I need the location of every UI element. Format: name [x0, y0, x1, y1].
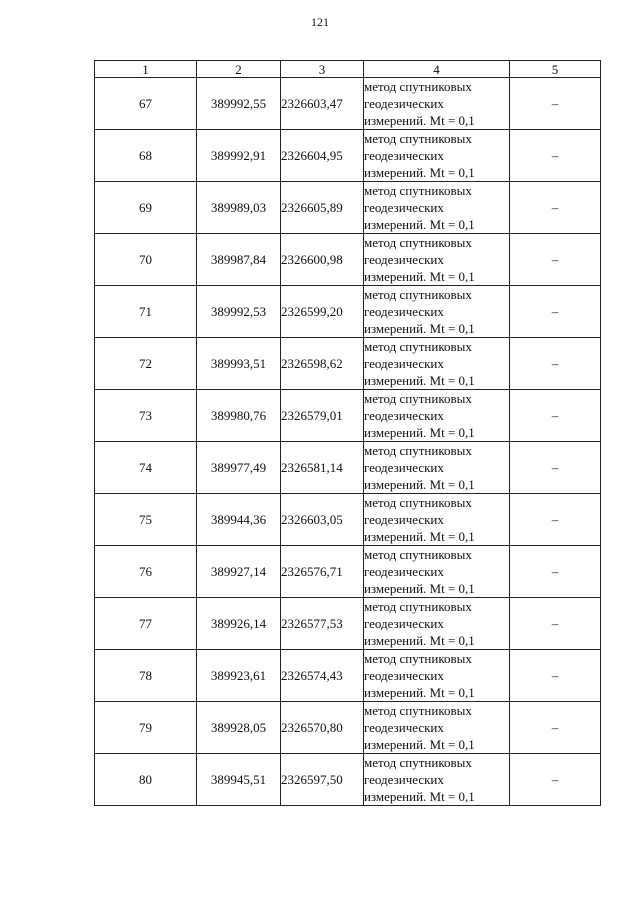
method-cell: метод спутниковых геодезических измерений. Mt = 0,1	[364, 442, 510, 494]
table-row	[95, 650, 601, 702]
method-cell: метод спутниковых геодезических измерений. Mt = 0,1	[364, 130, 510, 182]
point-number-cell: 69	[95, 182, 197, 234]
table-row	[95, 286, 601, 338]
point-number-cell: 71	[95, 286, 197, 338]
x-coordinate-cell: 389926,14	[197, 598, 281, 650]
page-number: 121	[311, 15, 329, 29]
y-coordinate-cell: 2326570,80	[281, 702, 364, 754]
x-coordinate-cell: 389944,36	[197, 494, 281, 546]
note-cell: –	[510, 286, 601, 338]
point-number-cell: 74	[95, 442, 197, 494]
x-coordinate-cell: 389993,51	[197, 338, 281, 390]
table-header	[95, 61, 601, 78]
method-cell: метод спутниковых геодезических измерений. Mt = 0,1	[364, 286, 510, 338]
x-coordinate-cell: 389945,51	[197, 754, 281, 806]
method-cell: метод спутниковых геодезических измерений. Mt = 0,1	[364, 754, 510, 806]
note-cell: –	[510, 546, 601, 598]
method-cell: метод спутниковых геодезических измерений. Mt = 0,1	[364, 390, 510, 442]
note-cell: –	[510, 494, 601, 546]
note-cell: –	[510, 130, 601, 182]
table-row	[95, 494, 601, 546]
x-coordinate-cell: 389923,61	[197, 650, 281, 702]
table-row	[95, 182, 601, 234]
point-number-cell: 68	[95, 130, 197, 182]
point-number-cell: 79	[95, 702, 197, 754]
coordinates-table	[94, 60, 601, 806]
point-number-cell: 76	[95, 546, 197, 598]
table-row	[95, 390, 601, 442]
point-number-cell: 80	[95, 754, 197, 806]
table-body	[95, 78, 601, 806]
header-col-5: 5	[510, 61, 601, 78]
note-cell: –	[510, 442, 601, 494]
y-coordinate-cell: 2326576,71	[281, 546, 364, 598]
table-row	[95, 234, 601, 286]
point-number-cell: 67	[95, 78, 197, 130]
header-row	[95, 61, 601, 78]
y-coordinate-cell: 2326604,95	[281, 130, 364, 182]
note-cell: –	[510, 78, 601, 130]
header-col-4: 4	[364, 61, 510, 78]
y-coordinate-cell: 2326598,62	[281, 338, 364, 390]
y-coordinate-cell: 2326600,98	[281, 234, 364, 286]
point-number-cell: 73	[95, 390, 197, 442]
header-col-2: 2	[197, 61, 281, 78]
method-cell: метод спутниковых геодезических измерений. Mt = 0,1	[364, 78, 510, 130]
y-coordinate-cell: 2326599,20	[281, 286, 364, 338]
point-number-cell: 77	[95, 598, 197, 650]
x-coordinate-cell: 389989,03	[197, 182, 281, 234]
x-coordinate-cell: 389928,05	[197, 702, 281, 754]
x-coordinate-cell: 389927,14	[197, 546, 281, 598]
note-cell: –	[510, 650, 601, 702]
point-number-cell: 70	[95, 234, 197, 286]
y-coordinate-cell: 2326603,05	[281, 494, 364, 546]
header-col-1: 1	[95, 61, 197, 78]
x-coordinate-cell: 389977,49	[197, 442, 281, 494]
y-coordinate-cell: 2326577,53	[281, 598, 364, 650]
note-cell: –	[510, 182, 601, 234]
table-row	[95, 754, 601, 806]
table-row	[95, 546, 601, 598]
method-cell: метод спутниковых геодезических измерений. Mt = 0,1	[364, 702, 510, 754]
method-cell: метод спутниковых геодезических измерений. Mt = 0,1	[364, 598, 510, 650]
table-row	[95, 78, 601, 130]
table-row	[95, 130, 601, 182]
y-coordinate-cell: 2326579,01	[281, 390, 364, 442]
y-coordinate-cell: 2326597,50	[281, 754, 364, 806]
x-coordinate-cell: 389992,91	[197, 130, 281, 182]
note-cell: –	[510, 234, 601, 286]
y-coordinate-cell: 2326581,14	[281, 442, 364, 494]
y-coordinate-cell: 2326605,89	[281, 182, 364, 234]
method-cell: метод спутниковых геодезических измерений. Mt = 0,1	[364, 546, 510, 598]
note-cell: –	[510, 390, 601, 442]
point-number-cell: 78	[95, 650, 197, 702]
header-col-3: 3	[281, 61, 364, 78]
x-coordinate-cell: 389987,84	[197, 234, 281, 286]
table-row	[95, 338, 601, 390]
method-cell: метод спутниковых геодезических измерений. Mt = 0,1	[364, 234, 510, 286]
y-coordinate-cell: 2326574,43	[281, 650, 364, 702]
x-coordinate-cell: 389992,55	[197, 78, 281, 130]
point-number-cell: 72	[95, 338, 197, 390]
note-cell: –	[510, 338, 601, 390]
y-coordinate-cell: 2326603,47	[281, 78, 364, 130]
method-cell: метод спутниковых геодезических измерений. Mt = 0,1	[364, 650, 510, 702]
x-coordinate-cell: 389980,76	[197, 390, 281, 442]
note-cell: –	[510, 598, 601, 650]
table-row	[95, 442, 601, 494]
method-cell: метод спутниковых геодезических измерений. Mt = 0,1	[364, 494, 510, 546]
point-number-cell: 75	[95, 494, 197, 546]
x-coordinate-cell: 389992,53	[197, 286, 281, 338]
table-row	[95, 598, 601, 650]
note-cell: –	[510, 754, 601, 806]
method-cell: метод спутниковых геодезических измерений. Mt = 0,1	[364, 338, 510, 390]
table-row	[95, 702, 601, 754]
note-cell: –	[510, 702, 601, 754]
method-cell: метод спутниковых геодезических измерений. Mt = 0,1	[364, 182, 510, 234]
